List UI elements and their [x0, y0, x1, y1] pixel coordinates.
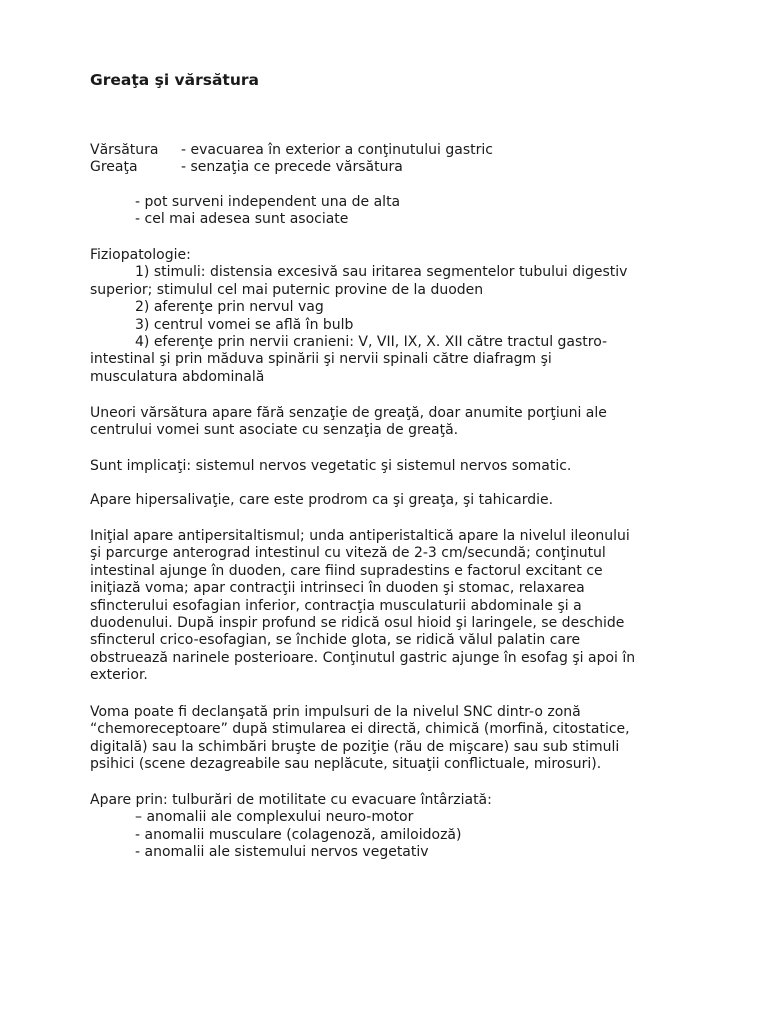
paragraph-3 — [90, 492, 690, 509]
section-heading: Apare prin: tulburări de motilitate cu evacuare întârziată: — [90, 792, 492, 808]
causes-section — [90, 792, 690, 862]
text-line: musculatura abdominală — [90, 368, 265, 385]
text-line: “chemoreceptoare” după stimularea ei directă, chimică (morfină, citostatice, — [90, 721, 630, 738]
text-line: Sunt implicaţi: sistemul nervos vegetatic şi sistemul nervos somatic. — [90, 458, 572, 474]
text-line: psihici (scene dezagreabile sau neplăcute, situaţii conflictuale, mirosuri). — [90, 756, 602, 773]
text-line: intestinal şi prin măduva spinării şi nervii spinali către diafragm şi — [90, 351, 552, 368]
text-line: Iniţial apare antipersitaltismul; unda antiperistaltică apare la nivelul ileonului — [90, 528, 630, 544]
text-line: intestinal ajunge în duoden, care fiind supradestins e factorul excitant ce — [90, 562, 603, 579]
paragraph-1 — [90, 405, 690, 440]
text-line: digitală) sau la schimbări bruşte de poziţie (rău de mişcare) sau sub stimuli — [90, 738, 620, 755]
definition-row — [90, 159, 493, 176]
fiziopatologie-section — [90, 247, 690, 386]
definition-term: Greaţa — [90, 159, 138, 176]
text-line: 3) centrul vomei se află în bulb — [135, 316, 354, 333]
text-line: sfincterului esofagian inferior, contracţia musculaturii abdominale şi a — [90, 597, 582, 614]
list-item: - anomalii musculare (colagenoză, amiloidoză) — [135, 826, 462, 843]
definitions — [90, 142, 493, 177]
text-line: Apare hipersalivaţie, care este prodrom ca şi greaţa, şi tahicardie. — [90, 492, 554, 508]
definition-desc: - senzaţia ce precede vărsătura — [181, 159, 403, 176]
list-item: – anomalii ale complexului neuro-motor — [135, 809, 414, 826]
text-line: Voma poate fi declanşată prin impulsuri de la nivelul SNC dintr-o zonă — [90, 704, 581, 720]
note-line: - pot surveni independent una de alta — [135, 194, 401, 210]
paragraph-5 — [90, 704, 690, 774]
definition-desc: - evacuarea în exterior a conţinutului gastric — [181, 142, 493, 158]
note-line: - cel mai adesea sunt asociate — [135, 211, 349, 228]
section-heading: Fiziopatologie: — [90, 247, 191, 263]
text-line: sfincterul crico-esofagian, se închide glota, se ridică vălul palatin care — [90, 632, 581, 649]
text-line: centrului vomei sunt asociate cu senzaţia de greaţă. — [90, 422, 459, 439]
text-line: 4) eferenţe prin nervii cranieni: V, VII, IX, X. XII către tractul gastro- — [135, 334, 608, 351]
document-title: Greaţa şi vărsătura — [90, 71, 259, 89]
paragraph-2 — [90, 458, 690, 475]
definition-term: Vărsătura — [90, 142, 159, 158]
text-line: superior; stimulul cel mai puternic provine de la duoden — [90, 281, 484, 298]
notes-list — [90, 194, 690, 229]
text-line: obstruează narinele posterioare. Conţinutul gastric ajunge în esofag şi apoi în — [90, 649, 636, 666]
text-line: iniţiază voma; apar contracţii intrinseci în duoden şi stomac, relaxarea — [90, 580, 585, 597]
text-line: exterior. — [90, 667, 148, 684]
text-line: duodenului. După inspir profund se ridică osul hioid şi laringele, se deschide — [90, 615, 625, 632]
text-line: Uneori vărsătura apare fără senzaţie de greaţă, doar anumite porţiuni ale — [90, 405, 607, 421]
text-line: şi parcurge anterograd intestinul cu viteză de 2-3 cm/secundă; conţinutul — [90, 545, 606, 562]
paragraph-4 — [90, 528, 690, 685]
text-line: 1) stimuli: distensia excesivă sau iritarea segmentelor tubului digestiv — [135, 264, 628, 281]
text-line: 2) aferenţe prin nervul vag — [135, 299, 324, 316]
list-item: - anomalii ale sistemului nervos vegetativ — [135, 844, 429, 861]
definition-row — [90, 142, 493, 159]
